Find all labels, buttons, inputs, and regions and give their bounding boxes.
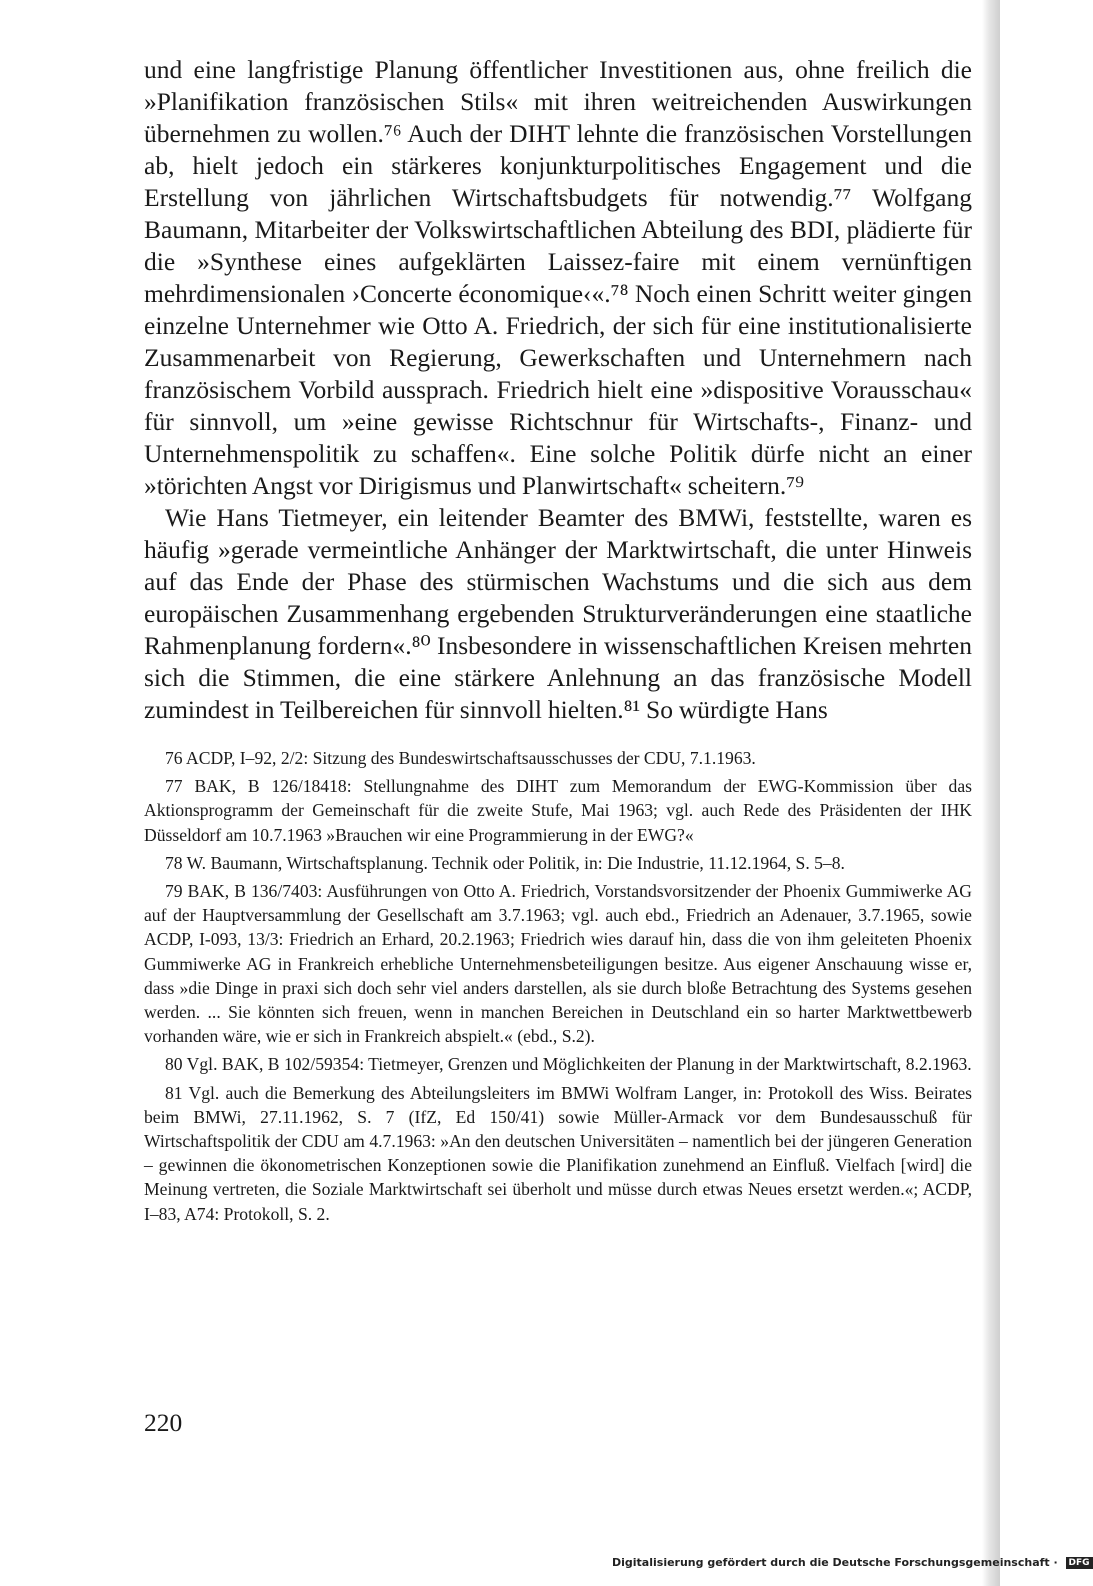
dfg-logo: DFG (1066, 1557, 1093, 1569)
footnote-78: 78 W. Baumann, Wirtschaftsplanung. Technik oder Politik, in: Die Industrie, 11.12.1964, S. 5–8. (165, 852, 845, 873)
digitization-footer (612, 1556, 1093, 1569)
footnote-81: 81 Vgl. auch die Bemerkung des Abteilungsleiters im BMWi Wolfram Langer, in: Protokoll des Wiss. Beirates beim BMWi, 27.11.1962, S. 7 (IfZ, Ed 150/41) sowie Müller-Armack vor dem Bundesausschuß für Wirtschaftspolitik der CDU am 4.7.1963: »An den deutschen Universitäten – namentlich bei der jüngeren Generation – gewinnen die ökonometrischen Konzeptionen sowie die Planifikation zunehmend an Einfluß. Vielfach [wird] die Meinung vertreten, die Soziale Marktwirtschaft sei überholt und müsse durch etwas Neues ersetzt werden.«; ACDP, I–83, A74: Protokoll, S. 2. (144, 1082, 972, 1224)
page-number: 220 (144, 1408, 183, 1437)
footnote-80: 80 Vgl. BAK, B 102/59354: Tietmeyer, Grenzen und Möglichkeiten der Planung in der Marktwirtschaft, 8.2.1963. (165, 1054, 972, 1075)
page-edge-shadow (982, 0, 1000, 1586)
page-content (144, 54, 972, 1230)
footnote-79: 79 BAK, B 136/7403: Ausführungen von Otto A. Friedrich, Vorstandsvorsitzender der Phoenix Gummiwerke AG auf der Hauptversammlung der Gesellschaft am 3.7.1963; vgl. auch ebd., Friedrich an Adenauer, 3.7.1965, sowie ACDP, I-093, 13/3: Friedrich an Erhard, 20.2.1963; Friedrich wies darauf hin, dass die von ihm geleiteten Phoenix Gummiwerke AG in Frankreich erhebliche Unternehmensbeteiligungen besitze. Aus eigener Anschauung wisse er, dass »die Dinge in praxi sich doch sehr viel anders darstellen, als sie durch bloße Betrachtung des Systems gesehen werden. ... Sie könnten sich freuen, wenn in manchen Bereichen in Deutschland ein so harter Marktwettbewerb vorhanden wäre, wie er sich in Frankreich abspielt.« (ebd., S.2). (144, 881, 972, 1047)
body-paragraph-1: und eine langfristige Planung öffentlicher Investitionen aus, ohne freilich die »Planifikation französischen Stils« mit ihren weitreichenden Auswirkungen übernehmen zu wollen.⁷⁶ Auch der DIHT lehnte die französischen Vorstellungen ab, hielt jedoch ein stärkeres konjunkturpolitisches Engagement und die Erstellung von jährlichen Wirtschaftsbudgets für notwendig.⁷⁷ Wolfgang Baumann, Mitarbeiter der Volkswirtschaftlichen Abteilung des BDI, plädierte für die »Synthese eines aufgeklärten Laissez-faire mit einem vernünftigen mehrdimensionalen ›Concerte économique‹«.⁷⁸ Noch einen Schritt weiter gingen einzelne Unternehmer wie Otto A. Friedrich, der sich für eine institutionalisierte Zusammenarbeit von Regierung, Gewerkschaften und Unternehmern nach französischem Vorbild aussprach. Friedrich hielt eine »dispositive Vorausschau« für sinnvoll, um »eine gewisse Richtschnur für Wirtschafts-, Finanz- und Unternehmenspolitik zu schaffen«. Eine solche Politik dürfe nicht an einer »törichten Angst vor Dirigismus und Planwirtschaft« scheitern.⁷⁹ (144, 55, 972, 500)
footnote-76: 76 ACDP, I–92, 2/2: Sitzung des Bundeswirtschaftsausschusses der CDU, 7.1.1963. (165, 748, 756, 768)
footnotes (144, 746, 972, 1226)
body-paragraph-2: Wie Hans Tietmeyer, ein leitender Beamter des BMWi, feststellte, waren es häufig »gerade vermeintliche Anhänger der Marktwirtschaft, die unter Hinweis auf das Ende der Phase des stürmischen Wachstums und die sich aus dem europäischen Zusammenhang ergebenden Strukturveränderungen eine staatliche Rahmenplanung fordern«.⁸⁰ Insbesondere in wissenschaftlichen Kreisen mehrten sich die Stimmen, die eine stärkere Anlehnung an das französische Modell zumindest in Teilbereichen für sinnvoll hielten.⁸¹ So würdigte Hans (144, 503, 972, 724)
digitization-note: Digitalisierung gefördert durch die Deutsche Forschungsgemeinschaft · (612, 1556, 1058, 1569)
footnote-77: 77 BAK, B 126/18418: Stellungnahme des DIHT zum Memorandum der EWG-Kommission über das Aktionsprogramm der Gemeinschaft für die zweite Stufe, Mai 1963; vgl. auch Rede des Präsidenten der IHK Düsseldorf am 10.7.1963 »Brauchen wir eine Programmierung in der EWG?« (144, 776, 972, 845)
